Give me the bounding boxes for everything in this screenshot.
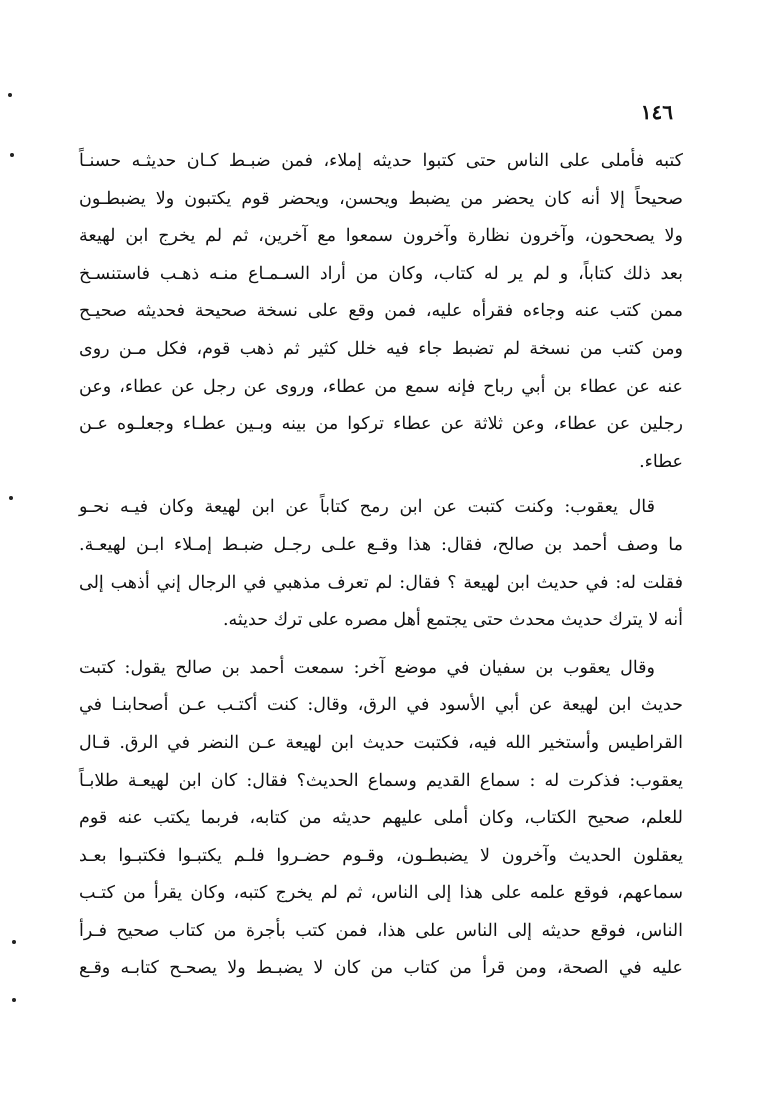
text-line: أنه لا يترك حديث محدث حتى يجتمع أهل مصره على ترك حديثه. <box>222 610 683 631</box>
text-line: عليه في الصحة، ومن قرأ من كتاب من كان لا يضبـط ولا يصحـح كتابـه وقـع <box>79 958 683 979</box>
text-line: حديث ابن لهيعة عن أبي الأسود في الرق، وقال: كنت أكتـب عـن أصحابنـا في <box>79 695 683 716</box>
margin-dot <box>8 93 12 97</box>
text-line: فقلت له: في حديث ابن لهيعة ؟ فقال: لم تعرف مذهبي في الرجال إني أذهب إلى <box>79 572 683 593</box>
text-line: للعلم، صحيح الكتاب، وكان أملى عليهم حديثه من كتابه، فربما يكتب عنه قوم <box>79 808 683 829</box>
margin-dot <box>12 940 16 944</box>
margin-dot <box>12 998 16 1002</box>
text-line: كتبه فأملى على الناس حتى كتبوا حديثه إملاء، فمن ضبـط كـان حديثـه حسنـاً <box>79 151 683 171</box>
text-line: بعد ذلك كتاباً، و لم ير له كتاب، وكان من أراد السـمـاع منـه ذهـب فاستنسـخ <box>79 263 683 284</box>
margin-dot <box>10 153 14 157</box>
text-line: رجلين عن عطاء، وعن ثلاثة عن عطاء تركوا من بينه وبـين عطـاء وجعلـوه عـن <box>79 414 683 435</box>
text-line: عطاء. <box>639 451 683 472</box>
text-line: سماعهم، فوقع علمه على هذا إلى الناس، ثم لم يخرج كتبه، وكان يقرأ من كتـب <box>79 883 683 904</box>
text-line: يعقوب: فذكرت له : سماع القديم وسماع الحديث؟ فقال: كان ابن لهيعـة طلابـاً <box>79 770 683 791</box>
text-line: ولا يصححون، وآخرون نظارة وآخرون سمعوا مع آخرين، ثم لم يخرج ابن لهيعة <box>79 226 683 247</box>
body-text <box>79 143 683 988</box>
paragraph-2 <box>79 489 683 639</box>
text-line: قال يعقوب: وكنت كتبت عن ابن رمح كتاباً عن ابن لهيعة وكان فيـه نحـو <box>79 497 655 518</box>
text-line: ومن كتب من نسخة لم تضبط جاء فيه خلل كثير ثم ذهب قوم، فكل مـن روى <box>79 338 683 359</box>
text-line: القراطيس وأستخير الله فيه، فكتبت حديث ابن لهيعة عـن النضر في الرق. قـال <box>79 732 683 753</box>
text-line: الناس، فوقع حديثه إلى الناس على هذا، فمن كتب بأجرة من كتاب صحيح فـرأ <box>79 920 683 941</box>
text-line: يعقلون الحديث وآخرون لا يضبطـون، وقـوم حضـروا فلـم يكتبـوا فكتبـوا بعـد <box>79 845 683 866</box>
text-line: ممن كتب عنه وجاءه فقرأه عليه، فمن وقع على نسخة صحيحة فحديثه صحيـح <box>79 301 683 322</box>
paragraph-3 <box>79 650 683 988</box>
paragraph-1 <box>79 143 683 481</box>
text-line: صحيحاً إلا أنه كان يحضر من يضبط ويحسن، ويحضر قوم يكتبون ولا يضبطـون <box>79 188 683 209</box>
margin-dot <box>9 496 13 500</box>
page-number: ١٤٦ <box>640 100 673 124</box>
text-line: عنه عن عطاء بن أبي رباح فإنه سمع من عطاء، وروى عن رجل عن عطاء، وعن <box>79 376 683 397</box>
text-line: ما وصف أحمد بن صالح، فقال: هذا وقـع علـى رجـل ضبـط إمـلاء ابـن لهيعـة. <box>79 534 683 555</box>
text-line: وقال يعقوب بن سفيان في موضع آخر: سمعت أحمد بن صالح يقول: كتبت <box>79 657 655 678</box>
